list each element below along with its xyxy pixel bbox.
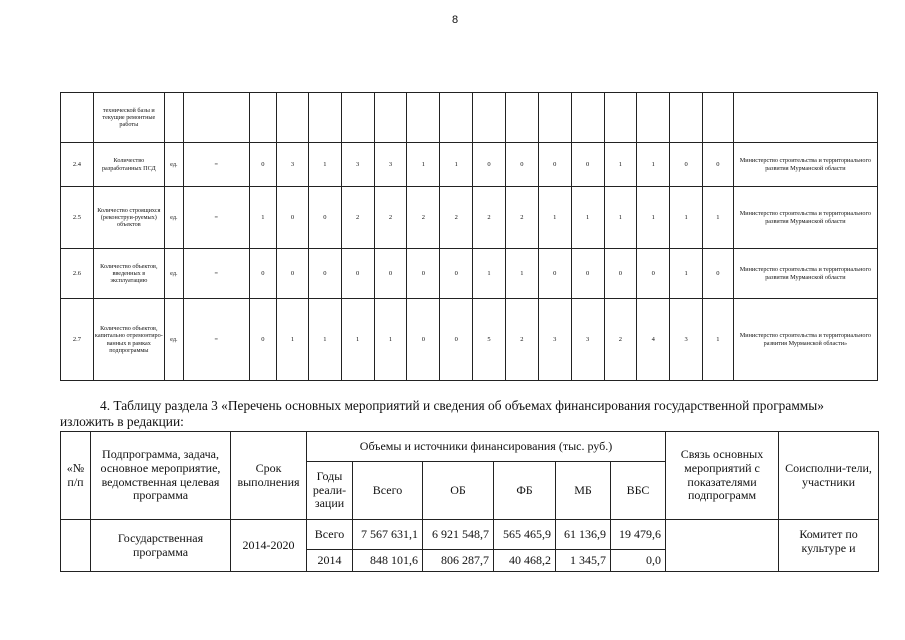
value-cell: 0	[374, 249, 407, 299]
header-mb: МБ	[556, 462, 611, 520]
value-cell: 3	[277, 143, 309, 187]
value-cell: 0	[703, 249, 734, 299]
value-cell: 1	[440, 143, 473, 187]
value-cell: 1	[703, 187, 734, 249]
value-cell: 0	[277, 249, 309, 299]
value-cell: 2	[473, 187, 506, 249]
sign: =	[183, 249, 249, 299]
value-cell: 0	[341, 249, 374, 299]
amount-fb: 40 468,2	[494, 550, 556, 572]
value-cell: 1	[308, 299, 341, 381]
value-cell: 0	[604, 249, 637, 299]
amount-vbs: 19 479,6	[611, 520, 666, 550]
header-vbs: ВБС	[611, 462, 666, 520]
value-cell: 3	[374, 143, 407, 187]
value-cell: 1	[637, 143, 670, 187]
value-cell: 1	[277, 299, 309, 381]
unit: ед.	[164, 249, 183, 299]
unit: ед.	[164, 299, 183, 381]
amount-ob: 6 921 548,7	[423, 520, 494, 550]
value-cell: 0	[440, 299, 473, 381]
funding-table	[60, 431, 879, 572]
section-heading: 4. Таблицу раздела 3 «Перечень основных мероприятий и сведения об объемах финансирования государственной программы» изложить в редакции:	[60, 398, 824, 429]
unit: ед.	[164, 143, 183, 187]
value-cell: 1	[670, 249, 703, 299]
unit: ед.	[164, 187, 183, 249]
continuation-label: технической базы и текущие ремонтные работы	[93, 93, 164, 143]
value-cell: 0	[637, 249, 670, 299]
value-cell: 2	[505, 299, 538, 381]
table-row	[61, 520, 879, 550]
value-cell: 1	[571, 187, 604, 249]
executor: Министерство строительства и территориального развития Мурманской области	[733, 187, 877, 249]
executor: Министерство строительства и территориального развития Мурманской области	[733, 143, 877, 187]
table-row	[61, 249, 878, 299]
header-term: Срок выполнения	[231, 432, 307, 520]
value-cell: 2	[341, 187, 374, 249]
header-funding-group: Объемы и источники финансирования (тыс. руб.)	[307, 432, 666, 462]
value-cell: 2	[374, 187, 407, 249]
value-cell: 0	[277, 187, 309, 249]
indicator-name: Количество объектов, капитально отремонтиро-ванных в рамках подпрограммы	[93, 299, 164, 381]
value-cell: 0	[308, 249, 341, 299]
amount-vbs: 0,0	[611, 550, 666, 572]
header-program: Подпрограмма, задача, основное мероприятие, ведомственная целевая программа	[91, 432, 231, 520]
page-number: 8	[451, 14, 459, 26]
value-cell: 2	[604, 299, 637, 381]
row-number: 2.6	[61, 249, 94, 299]
value-cell: 0	[440, 249, 473, 299]
value-cell: 1	[703, 299, 734, 381]
table-row	[61, 93, 878, 143]
value-cell: 0	[703, 143, 734, 187]
value-cell: 1	[473, 249, 506, 299]
executor: Министерство строительства и территориального развития Мурманской области	[733, 249, 877, 299]
value-cell: 2	[505, 187, 538, 249]
value-cell: 1	[670, 187, 703, 249]
value-cell: 0	[538, 249, 571, 299]
value-cell: 0	[407, 299, 440, 381]
amount-total: 7 567 631,1	[353, 520, 423, 550]
sign: =	[183, 143, 249, 187]
value-cell: 0	[249, 299, 277, 381]
value-cell: 0	[538, 143, 571, 187]
value-cell: 1	[604, 143, 637, 187]
year-label: Всего	[307, 520, 353, 550]
header-row	[61, 432, 879, 462]
indicator-name: Количество объектов, введенных в эксплуатацию	[93, 249, 164, 299]
table-row	[61, 187, 878, 249]
amount-mb: 1 345,7	[556, 550, 611, 572]
value-cell: 1	[604, 187, 637, 249]
row-number: 2.4	[61, 143, 94, 187]
value-cell: 0	[505, 143, 538, 187]
value-cell: 4	[637, 299, 670, 381]
table-row	[61, 143, 878, 187]
amount-fb: 565 465,9	[494, 520, 556, 550]
indicator-name: Количество строящихся (реконструи-руемых) объектов	[93, 187, 164, 249]
program-executors: Комитет по культуре и	[779, 520, 879, 572]
value-cell: 1	[637, 187, 670, 249]
table-row	[61, 299, 878, 381]
sign: =	[183, 299, 249, 381]
header-fb: ФБ	[494, 462, 556, 520]
value-cell: 3	[341, 143, 374, 187]
value-cell: 0	[571, 143, 604, 187]
amount-ob: 806 287,7	[423, 550, 494, 572]
row-number: 2.7	[61, 299, 94, 381]
value-cell: 0	[473, 143, 506, 187]
header-executors: Соисполни-тели, участники	[779, 432, 879, 520]
value-cell: 1	[538, 187, 571, 249]
sign: =	[183, 187, 249, 249]
value-cell: 1	[341, 299, 374, 381]
value-cell: 3	[571, 299, 604, 381]
header-links: Связь основных мероприятий с показателями подпрограмм	[666, 432, 779, 520]
value-cell: 3	[670, 299, 703, 381]
row-number: 2.5	[61, 187, 94, 249]
value-cell: 0	[670, 143, 703, 187]
amount-mb: 61 136,9	[556, 520, 611, 550]
header-total: Всего	[353, 462, 423, 520]
value-cell: 2	[407, 187, 440, 249]
value-cell: 2	[440, 187, 473, 249]
value-cell: 3	[538, 299, 571, 381]
value-cell: 0	[571, 249, 604, 299]
amount-total: 848 101,6	[353, 550, 423, 572]
value-cell: 0	[249, 143, 277, 187]
header-num: «№ п/п	[61, 432, 91, 520]
value-cell: 1	[308, 143, 341, 187]
program-term: 2014-2020	[231, 520, 307, 572]
value-cell: 5	[473, 299, 506, 381]
value-cell: 0	[308, 187, 341, 249]
value-cell: 1	[407, 143, 440, 187]
header-years: Годы реали-зации	[307, 462, 353, 520]
indicator-name: Количество разработанных ПСД	[93, 143, 164, 187]
value-cell: 1	[505, 249, 538, 299]
header-ob: ОБ	[423, 462, 494, 520]
executor: Министерство строительства и территориального развития Мурманской области»	[733, 299, 877, 381]
value-cell: 1	[249, 187, 277, 249]
year-label: 2014	[307, 550, 353, 572]
indicator-table	[60, 92, 878, 381]
value-cell: 1	[374, 299, 407, 381]
program-name: Государственная программа	[91, 520, 231, 572]
value-cell: 0	[407, 249, 440, 299]
value-cell: 0	[249, 249, 277, 299]
